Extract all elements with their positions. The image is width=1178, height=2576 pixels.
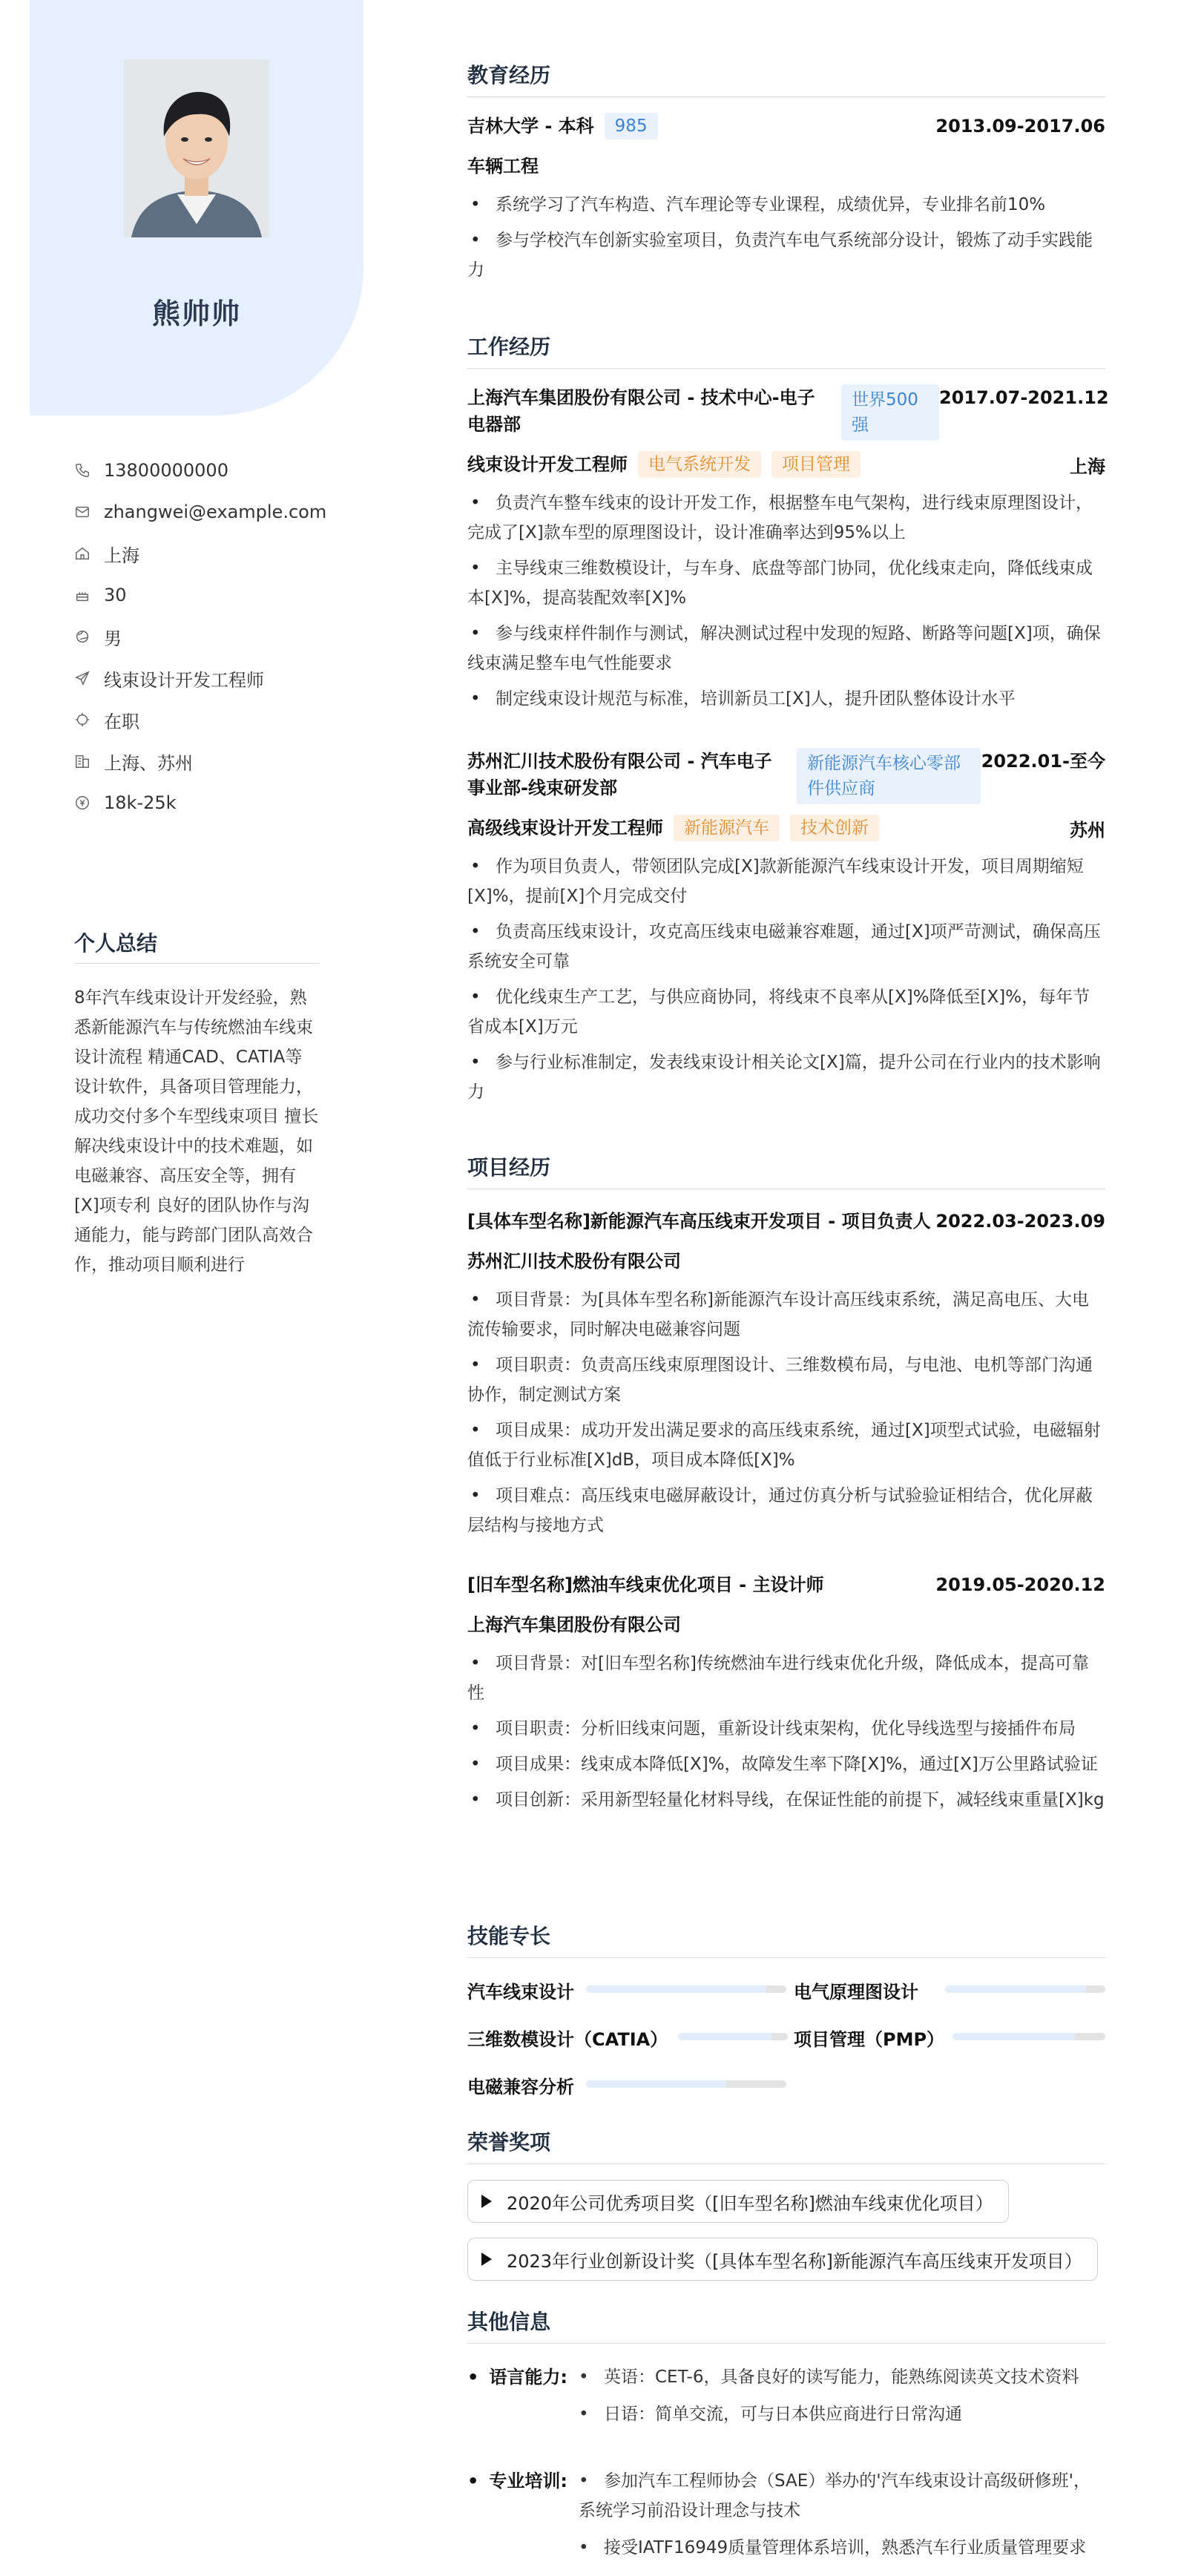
- contact-info-list: [74, 450, 341, 824]
- school-name: 吉林大学 - 本科: [467, 116, 594, 137]
- info-status: [74, 699, 341, 740]
- company-name: 上海汽车集团股份有限公司 - 技术中心-电子电器部: [467, 387, 815, 435]
- skill-bar: [678, 2033, 788, 2040]
- skill-bar-fill: [945, 1985, 1086, 1993]
- job-date: 2022.01-至今: [981, 751, 1105, 772]
- job-entry: [467, 384, 1109, 720]
- job-position: 线束设计开发工程师: [467, 454, 628, 475]
- job-date: 2017.07-2021.12: [939, 387, 1109, 408]
- info-age: [74, 574, 341, 616]
- age-text: 30: [104, 585, 127, 605]
- job-tag: 技术创新: [790, 815, 879, 841]
- award-item[interactable]: [467, 2238, 1098, 2281]
- list-item: • 项目创新：采用新型轻量化材料导线，在保证性能的前提下，减轻线束重量[X]kg: [467, 1785, 1105, 1815]
- project-date: 2019.05-2020.12: [935, 1574, 1105, 1595]
- project-name: [具体车型名称]新能源汽车高压线束开发项目 - 项目负责人: [467, 1211, 931, 1232]
- skill-name: 三维数模设计（CATIA）: [467, 2028, 668, 2050]
- list-item: • 参加汽车工程师协会（SAE）举办的'汽车线束设计高级研修班'，系统学习前沿设计理念与技术: [579, 2466, 1105, 2526]
- work-city-text: 上海、苏州: [104, 752, 193, 774]
- list-item: • 项目背景：为[具体车型名称]新能源汽车设计高压线束系统，满足高电压、大电流传输要求，同时解决电磁兼容问题: [467, 1285, 1105, 1344]
- list-item: • 项目难点：高压线束电磁屏蔽设计，通过仿真分析与试验验证相结合，优化屏蔽层结构与接地方式: [467, 1481, 1105, 1540]
- job-tag: 新能源汽车: [674, 815, 780, 841]
- education-entry: [467, 113, 1105, 291]
- job-bullets: [467, 488, 1105, 714]
- gender-text: 男: [104, 628, 122, 649]
- list-item: • 作为项目负责人，带领团队完成[X]款新能源汽车线束设计开发，项目周期缩短[X]%，提前[X]个月完成交付: [467, 852, 1105, 911]
- info-gender: [74, 616, 341, 657]
- building-icon: [74, 752, 104, 770]
- list-item: • 优化线束生产工艺，与供应商协同，将线束不良率从[X]%降低至[X]%，每年节省成本[X]万元: [467, 982, 1105, 1042]
- other-group-label: • 专业培训:: [467, 2466, 567, 2496]
- job-bullets: [467, 852, 1105, 1107]
- other-group-label: • 语言能力:: [467, 2362, 567, 2392]
- job-city: 上海: [1070, 456, 1105, 477]
- list-item: • 参与学校汽车创新实验室项目，负责汽车电气系统部分设计，锻炼了动手实践能力: [467, 226, 1105, 285]
- projects-title: 项目经历: [467, 1151, 1105, 1189]
- summary-text: 8年汽车线束设计开发经验，熟悉新能源汽车与传统燃油车线束设计流程 精通CAD、CATIA等设计软件，具备项目管理能力，成功交付多个车型线束项目 擅长解决线束设计中的技术难题，如电磁兼容、高压安全等，拥有[X]项专利 良好的团队协作与沟通能力，能与跨部门团队高效合作，推动项目顺利进行: [74, 988, 319, 1275]
- skill-item: [467, 2070, 574, 2100]
- email-text: zhangwei@example.com: [104, 502, 327, 522]
- award-text: 2023年行业创新设计奖（[具体车型名称]新能源汽车高压线束开发项目）: [507, 2250, 1082, 2272]
- avatar: [124, 59, 269, 237]
- info-phone: [74, 450, 341, 491]
- list-item: • 项目成果：线束成本降低[X]%，故障发生率下降[X]%，通过[X]万公里路试验证: [467, 1749, 1105, 1779]
- send-icon: [74, 669, 104, 687]
- education-bullets: [467, 190, 1105, 285]
- list-item: • 负责汽车整车线束的设计开发工作，根据整车电气架构，进行线束原理图设计，完成了[X]款车型的原理图设计，设计准确率达到95%以上: [467, 488, 1105, 548]
- skill-bar-fill: [952, 2033, 1075, 2040]
- avatar-photo: [124, 59, 269, 237]
- company-tag: 世界500强: [841, 384, 939, 441]
- job-tag: 项目管理: [771, 451, 861, 478]
- award-item[interactable]: [467, 2180, 1009, 2223]
- list-item: • 系统学习了汽车构造、汽车理论等专业课程，成绩优异，专业排名前10%: [467, 190, 1105, 220]
- education-title: 教育经历: [467, 59, 1105, 97]
- info-position: [74, 657, 341, 699]
- skill-bar-fill: [678, 2033, 771, 2040]
- project-company: 苏州汇川技术股份有限公司: [467, 1251, 681, 1272]
- project-entry: [467, 1208, 1105, 1546]
- list-item: • 项目职责：负责高压线束原理图设计、三维数模布局，与电池、电机等部门沟通协作，制定测试方案: [467, 1350, 1105, 1410]
- expand-triangle-icon: [481, 2253, 492, 2266]
- list-item: • 负责高压线束设计，攻克高压线束电磁兼容难题，通过[X]项严苛测试，确保高压系统安全可靠: [467, 917, 1105, 976]
- skill-bar: [586, 2080, 786, 2088]
- skill-name: 汽车线束设计: [467, 1981, 574, 2002]
- project-date: 2022.03-2023.09: [935, 1211, 1105, 1232]
- status-icon: [74, 711, 104, 729]
- list-item: • 参与线束样件制作与测试，解决测试过程中发现的短路、断路等问题[X]项，确保线束满足整车电气性能要求: [467, 619, 1105, 678]
- list-item: • 项目背景：对[旧车型名称]传统燃油车进行线束优化升级，降低成本，提高可靠性: [467, 1649, 1105, 1708]
- summary-title: 个人总结: [74, 927, 319, 964]
- skill-name: 电气原理图设计: [794, 1981, 918, 2002]
- location-text: 上海: [104, 545, 139, 566]
- info-work-city: [74, 740, 341, 782]
- salary-icon: [74, 794, 104, 812]
- award-text: 2020年公司优秀项目奖（[旧车型名称]燃油车线束优化项目）: [507, 2192, 993, 2214]
- list-item: • 项目成果：成功开发出满足要求的高压线束系统，通过[X]项型式试验，电磁辐射值低于行业标准[X]dB，项目成本降低[X]%: [467, 1416, 1105, 1475]
- list-item: • 参与行业标准制定，发表线束设计相关论文[X]篇，提升公司在行业内的技术影响力: [467, 1048, 1105, 1107]
- skill-bar-fill: [586, 1985, 766, 1993]
- info-email: [74, 491, 341, 533]
- position-text: 线束设计开发工程师: [104, 669, 264, 691]
- summary-section: [74, 927, 319, 1280]
- info-salary: [74, 782, 341, 824]
- skill-item: [467, 2023, 668, 2052]
- school-tag: 985: [605, 113, 658, 139]
- job-city: 苏州: [1070, 819, 1105, 841]
- project-name: [旧车型名称]燃油车线束优化项目 - 主设计师: [467, 1574, 824, 1595]
- project-entry: [467, 1571, 1105, 1821]
- job-position: 高级线束设计开发工程师: [467, 818, 663, 838]
- other-title: 其他信息: [467, 2306, 1105, 2344]
- expand-triangle-icon: [481, 2195, 492, 2208]
- skill-item: [794, 1975, 918, 2005]
- company-tag: 新能源汽车核心零部件供应商: [797, 748, 981, 804]
- info-location: [74, 533, 341, 574]
- skill-bar-fill: [586, 2080, 726, 2088]
- candidate-name: 熊帅帅: [151, 298, 241, 330]
- email-icon: [74, 503, 104, 521]
- job-tag: 电气系统开发: [638, 451, 761, 478]
- list-item: • 接受IATF16949质量管理体系培训，熟悉汽车行业质量管理要求: [579, 2533, 1105, 2563]
- gender-icon: [74, 628, 104, 645]
- skill-bar: [586, 1985, 786, 1993]
- home-icon: [74, 545, 104, 562]
- phone-text: 13800000000: [104, 460, 228, 481]
- sidebar: [0, 0, 363, 2576]
- phone-icon: [74, 461, 104, 479]
- company-name: 苏州汇川技术股份有限公司 - 汽车电子事业部-线束研发部: [467, 751, 772, 798]
- skill-bar: [952, 2033, 1105, 2040]
- project-company: 上海汽车集团股份有限公司: [467, 1614, 681, 1635]
- cake-icon: [74, 586, 104, 604]
- list-item: • 英语：CET-6，具备良好的读写能力，能熟练阅读英文技术资料: [579, 2362, 1105, 2392]
- list-item: • 主导线束三维数模设计，与车身、底盘等部门协同，优化线束走向，降低线束成本[X]%，提高装配效率[X]%: [467, 553, 1105, 613]
- status-text: 在职: [104, 711, 139, 732]
- skills-title: 技能专长: [467, 1920, 1105, 1958]
- skill-name: 电磁兼容分析: [467, 2076, 574, 2097]
- skill-item: [794, 2023, 944, 2052]
- work-title: 工作经历: [467, 331, 1105, 369]
- skill-name: 项目管理（PMP）: [794, 2028, 945, 2050]
- job-entry: [467, 748, 1105, 1113]
- list-item: • 日语：简单交流，可与日本供应商进行日常沟通: [579, 2399, 1105, 2429]
- project-bullets: [467, 1285, 1105, 1540]
- other-group-items: [579, 2362, 1105, 2437]
- list-item: • 制定线束设计规范与标准，培训新员工[X]人，提升团队整体设计水平: [467, 684, 1105, 714]
- skill-bar: [945, 1985, 1105, 1993]
- honors-title: 荣誉奖项: [467, 2126, 1105, 2164]
- major: 车辆工程: [467, 156, 539, 177]
- salary-text: 18k-25k: [104, 792, 177, 813]
- list-item: • 项目职责：分析旧线束问题，重新设计线束架构，优化导线选型与接插件布局: [467, 1714, 1105, 1744]
- skill-item: [467, 1975, 574, 2005]
- project-bullets: [467, 1649, 1105, 1815]
- other-group-items: [579, 2466, 1105, 2570]
- education-date: 2013.09-2017.06: [935, 116, 1105, 137]
